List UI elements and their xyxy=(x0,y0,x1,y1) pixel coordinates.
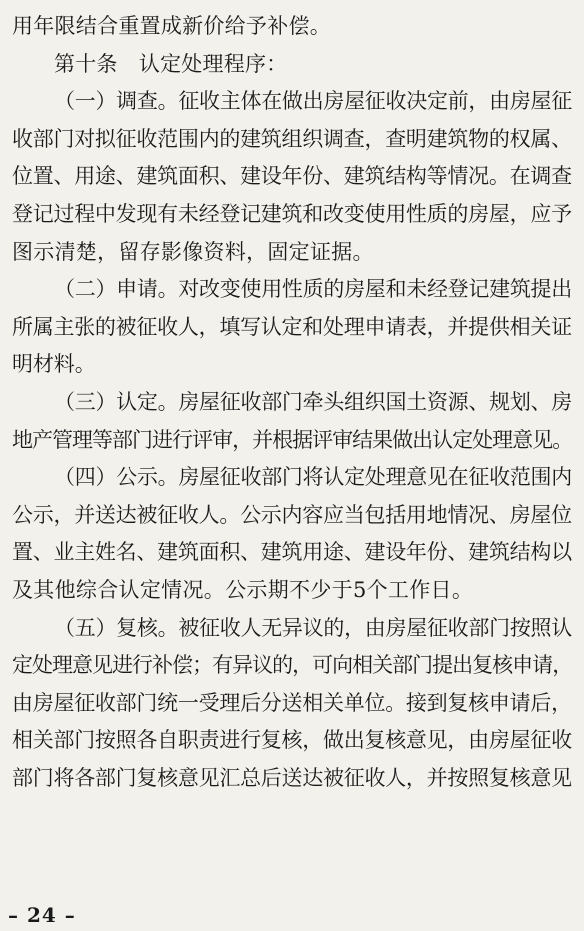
text-line: 明材料。 xyxy=(12,352,96,377)
text-line: 图示清楚，留存影像资料，固定证据。 xyxy=(12,239,374,264)
page-number: – 24 – xyxy=(8,903,76,927)
text-line: （三）认定。房屋征收部门牵头组织国土资源、规划、房 xyxy=(54,389,572,414)
text-line: 登记过程中发现有未经登记建筑和改变使用性质的房屋，应予 xyxy=(12,201,572,226)
text-line: 地产管理等部门进行评审，并根据评审结果做出认定处理意见。 xyxy=(12,427,573,452)
text-line: 位置、用途、建筑面积、建设年份、建筑结构等情况。在调查 xyxy=(12,164,572,189)
text-line: 收部门对拟征收范围内的建筑组织调查，查明建筑物的权属、 xyxy=(12,126,572,151)
text-line: 及其他综合认定情况。公示期不少于5个工作日。 xyxy=(12,577,474,602)
text-line: （一）调查。征收主体在做出房屋征收决定前，由房屋征 xyxy=(54,89,572,114)
text-line: 所属主张的被征收人，填写认定和处理申请表，并提供相关证 xyxy=(12,314,572,339)
text-line: 部门将各部门复核意见汇总后送达被征收人，并按照复核意见 xyxy=(12,765,572,790)
text-line: 用年限结合重置成新价给予补偿。 xyxy=(12,14,331,38)
text-line: （二）申请。对改变使用性质的房屋和未经登记建筑提出 xyxy=(54,277,572,302)
text-line: 由房屋征收部门统一受理后分送相关单位。接到复核申请后， xyxy=(12,690,572,715)
text-line: 公示，并送达被征收人。公示内容应当包括用地情况、房屋位 xyxy=(12,502,572,527)
text-line: 置、业主姓名、建筑面积、建筑用途、建设年份、建筑结构以 xyxy=(12,540,572,565)
text-line: （五）复核。被征收人无异议的，由房屋征收部门按照认 xyxy=(54,615,572,640)
article-body xyxy=(12,8,574,797)
text-line: 第十条 认定处理程序： xyxy=(54,51,288,76)
text-line: 相关部门按照各自职责进行复核，做出复核意见，由房屋征收 xyxy=(12,728,572,753)
text-line: （四）公示。房屋征收部门将认定处理意见在征收范围内 xyxy=(54,465,572,490)
text-line: 定处理意见进行补偿；有异议的，可向相关部门提出复核申请， xyxy=(12,653,573,678)
